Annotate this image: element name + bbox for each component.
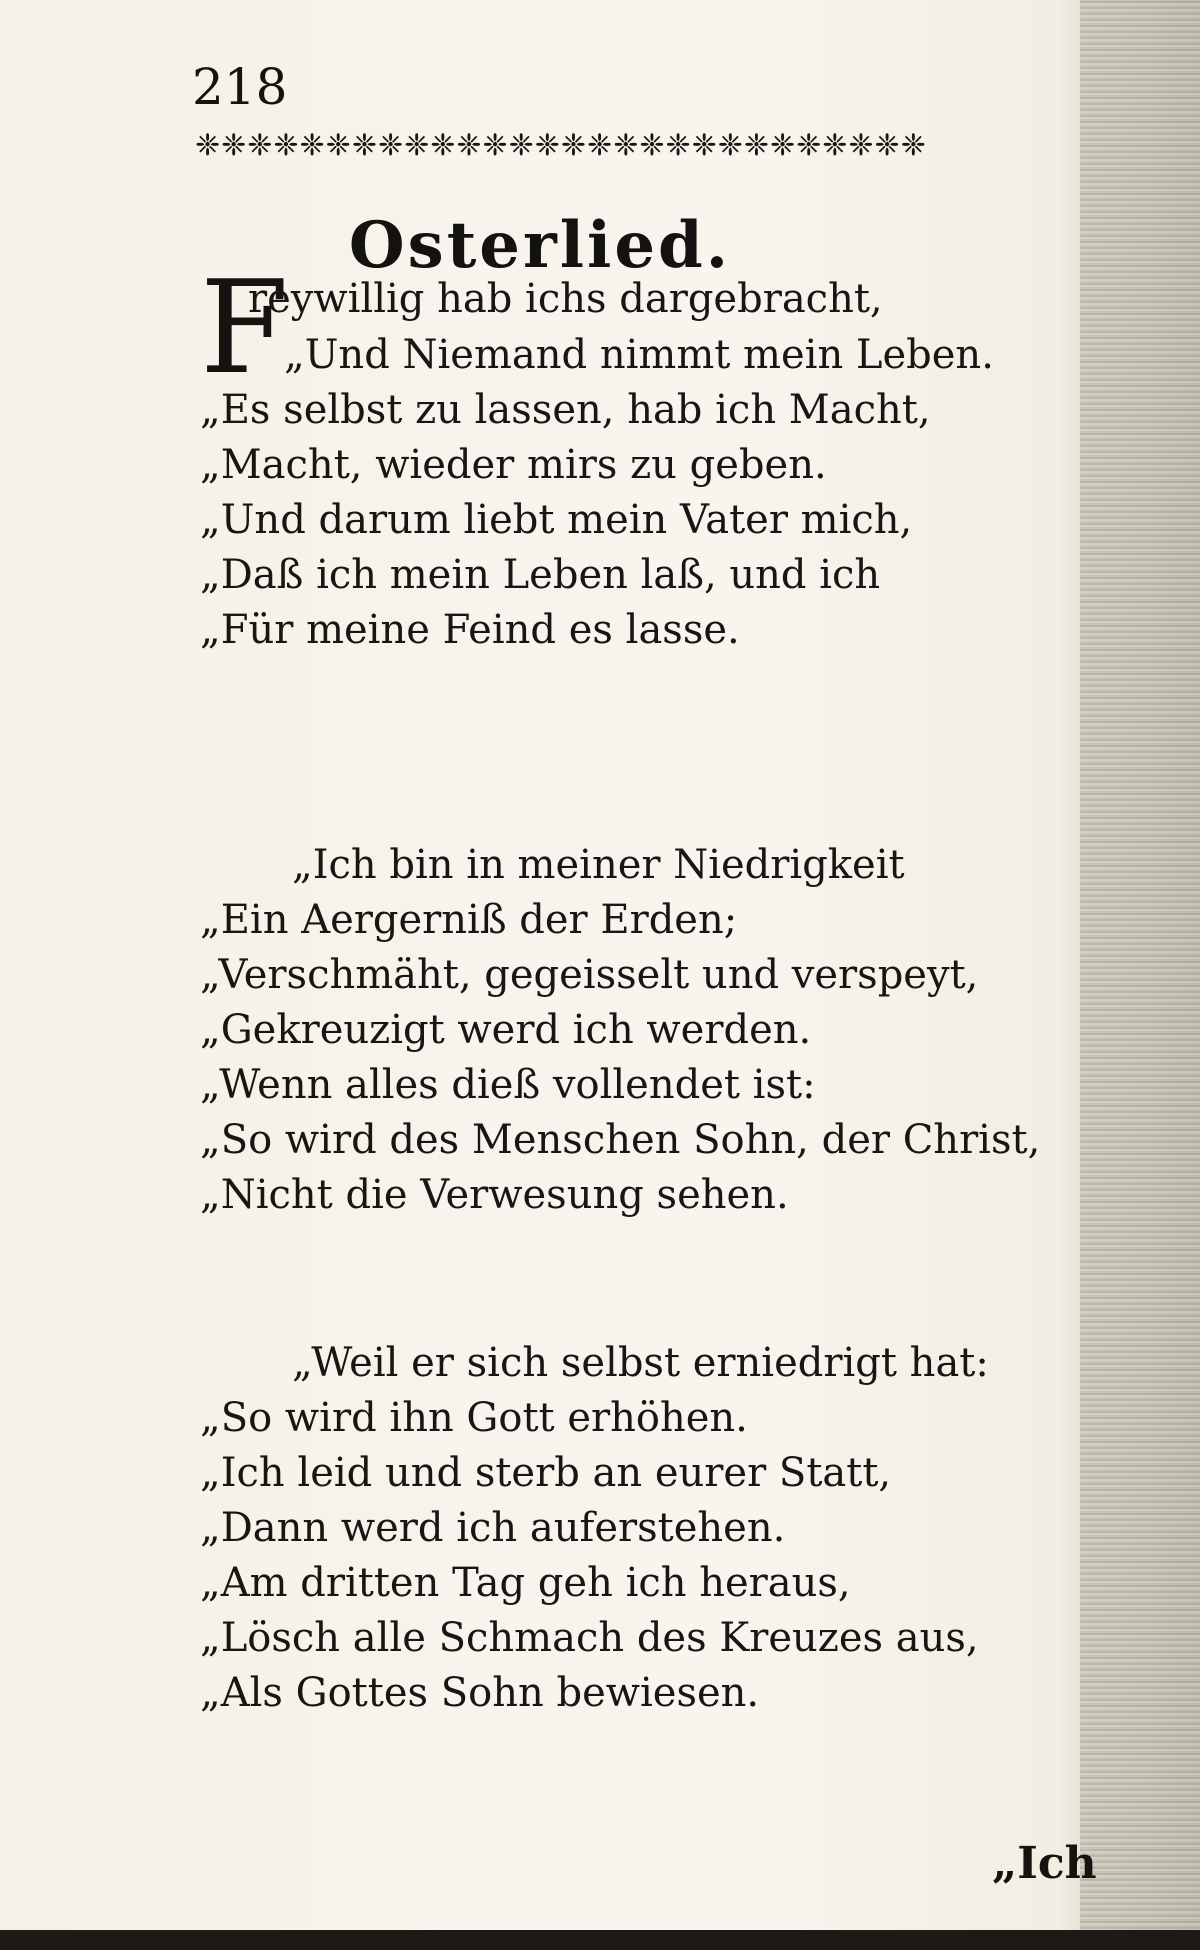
page-title: Osterlied. [348,208,732,283]
drop-cap: F [200,254,289,403]
verse-line: „Als Gottes Sohn bewiesen. [200,1670,760,1716]
verse-line: „Es selbst zu lassen, hab ich Macht, [200,387,931,433]
verse-line: „Dann werd ich auferstehen. [200,1505,786,1551]
verse-line: „Lösch alle Schmach des Kreuzes aus, [200,1615,979,1661]
scan-bottom-edge [0,1930,1200,1950]
verse-line: „Am dritten Tag geh ich heraus, [200,1560,851,1606]
verse-line: „Ich leid und sterb an eurer Statt, [200,1450,892,1496]
verse-line: „So wird des Menschen Sohn, der Christ, [200,1117,1041,1163]
ornament-rule: ❈❈❈❈❈❈❈❈❈❈❈❈❈❈❈❈❈❈❈❈❈❈❈❈❈❈❈❈ [195,128,927,163]
verse-line: „Daß ich mein Leben laß, und ich [200,552,881,598]
verse-line: „So wird ihn Gott erhöhen. [200,1395,748,1441]
verse-line: „Wenn alles dieß vollendet ist: [200,1062,816,1108]
verse-line: „Ich bin in meiner Niedrigkeit [292,842,905,888]
page-number: 218 [192,58,288,116]
verse-line: „Gekreuzigt werd ich werden. [200,1007,812,1053]
verse-line: „Macht, wieder mirs zu geben. [200,442,827,488]
verse-line: „Und Niemand nimmt mein Leben. [284,332,994,378]
verse-line: „Ein Aergerniß der Erden; [200,897,738,943]
catchword: „Ich [992,1838,1097,1889]
page-gutter-shadow [1080,0,1200,1950]
verse-line: „Verschmäht, gegeisselt und verspeyt, [200,952,979,998]
verse-line: reywillig hab ichs dargebracht, [248,276,883,322]
verse-line: „Und darum liebt mein Vater mich, [200,497,913,543]
verse-line: „Nicht die Verwesung sehen. [200,1172,789,1218]
verse-line: „Für meine Feind es lasse. [200,607,740,653]
verse-line: „Weil er sich selbst erniedrigt hat: [292,1340,989,1386]
